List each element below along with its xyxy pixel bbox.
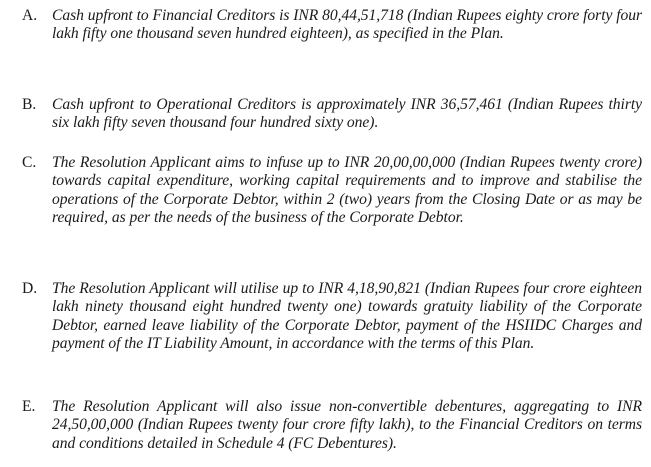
list-item-b bbox=[22, 96, 642, 133]
list-item-c bbox=[22, 154, 642, 227]
list-text-b: Cash upfront to Operational Creditors is approximately INR 36,57,461 (Indian Rupees thirty six lakh fifty seven thousand four hundred sixty one). bbox=[52, 96, 642, 132]
list-text-d: The Resolution Applicant will utilise up to INR 4,18,90,821 (Indian Rupees four crore eighteen lakh ninety thousand eight hundred twenty one) towards gratuity liability of the Corporate Debtor, earned leave liability of the Corporate Debtor, payment of the HSIIDC Charges and payment of the IT Liability Amount, in accordance with the terms of this Plan. bbox=[52, 280, 642, 352]
list-text-c: The Resolution Applicant aims to infuse up to INR 20,00,00,000 (Indian Rupees twenty crore) towards capital expenditure, working capital requirements and to improve and stabilise the operations of the Corporate Debtor, within 2 (two) years from the Closing Date or as may be required, as per the needs of the business of the Corporate Debtor. bbox=[52, 154, 642, 226]
list-marker-b: B. bbox=[22, 96, 37, 113]
list-item-d bbox=[22, 280, 642, 353]
list-item-a bbox=[22, 7, 642, 44]
list-marker-c: C. bbox=[22, 154, 37, 171]
list-marker-d: D. bbox=[22, 280, 38, 297]
list-text-a: Cash upfront to Financial Creditors is INR 80,44,51,718 (Indian Rupees eighty crore forty four lakh fifty one thousand seven hundred eighteen), as specified in the Plan. bbox=[52, 7, 642, 43]
list-item-e bbox=[22, 398, 642, 453]
list-marker-a: A. bbox=[22, 7, 38, 24]
list-text-e: The Resolution Applicant will also issue non-convertible debentures, aggregating to INR 24,50,00,000 (Indian Rupees twenty four crore fifty lakh), to the Financial Creditors on terms and conditions detailed in Schedule 4 (FC Debentures). bbox=[52, 398, 642, 452]
list-marker-e: E. bbox=[22, 398, 36, 415]
